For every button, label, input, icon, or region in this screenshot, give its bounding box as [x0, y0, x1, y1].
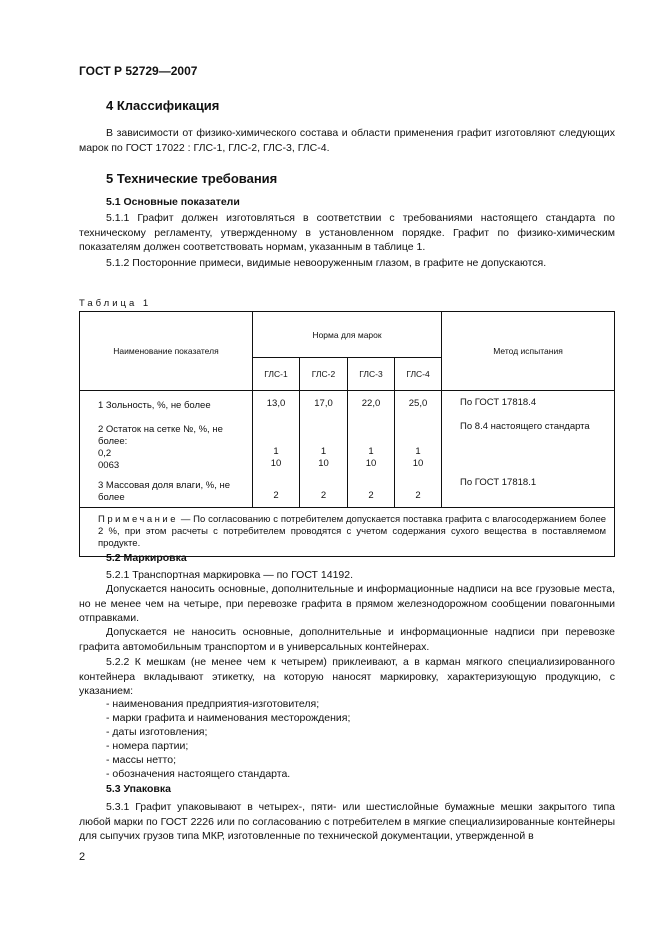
value-cell: 10 [318, 458, 329, 469]
value-cell: 22,0 [361, 398, 381, 409]
value-cell: 10 [412, 458, 424, 469]
header-grade: ГЛС-3 [348, 358, 395, 391]
value-cell: 17,0 [314, 398, 333, 409]
value-cell: 2 [415, 490, 421, 501]
value-cell: 10 [270, 458, 282, 469]
page-number: 2 [79, 851, 86, 863]
row-name: 1 Зольность, %, не более [98, 400, 211, 411]
table-1 [79, 311, 615, 557]
row-name: 2 Остаток на сетке №, %, не более: [98, 424, 223, 447]
section-5-3-title: 5.3 Упаковка [106, 783, 171, 795]
document-header: ГОСТ Р 52729—2007 [79, 64, 198, 78]
row-subname: 0,2 [98, 448, 112, 459]
value-cell: 2 [273, 490, 279, 501]
section-4-title: 4 Классификация [106, 98, 220, 113]
list-item: - обозначения настоящего стандарта. [106, 768, 291, 780]
method-cell: По 8.4 настоящего стандарта [460, 421, 590, 432]
section-5-1-title: 5.1 Основные показатели [106, 196, 240, 208]
list-item: - массы нетто; [106, 754, 176, 766]
section-4-text: В зависимости от физико-химического состава и области применения графит изготовляют следующих марок по ГОСТ 17022 : ГЛС-1, ГЛС-2, ГЛС-3, ГЛС-4. [79, 127, 615, 154]
paragraph-5-3-1: 5.3.1 Графит упаковывают в четырех-, пяти- или шестислойные бумажные мешки закрытого типа любой марки по ГОСТ 2226 или по согласованию с потребителем в мягкие специализированные контейнеры для сыпучих грузов типа МКР, изготовленные по технической документации, утвержденной в [79, 801, 615, 842]
value-cell: 1 [273, 446, 279, 457]
note-text: — По согласованию с потребителем допускается поставка графита с влагосодержанием более 2 %, при этом расчеты с потребителем проводятся с учетом содержания сухого вещества в поставляемом продукте. [98, 514, 607, 549]
note-label: Примечание [98, 514, 178, 525]
paragraph-5-2-1-b: Допускается не наносить основные, дополнительные и информационные надписи при перевозке графита автомобильным транспортом и в универсальных контейнерах. [79, 626, 615, 653]
paragraph-5-1-2: 5.1.2 Посторонние примеси, видимые невооруженным глазом, в графите не допускаются. [106, 257, 547, 269]
list-item: - номера партии; [106, 740, 189, 752]
list-item: - наименования предприятия-изготовителя; [106, 698, 320, 710]
paragraph-5-2-1: 5.2.1 Транспортная маркировка — по ГОСТ 14192. [106, 569, 354, 581]
paragraph-5-2-1-a: Допускается наносить основные, дополнительные и информационные надписи на все грузовые места, но не менее чем на четыре, при перевозке графита в прямом железнодорожном сообщении повагонными отправками. [79, 583, 615, 624]
paragraph-5-2-2: 5.2.2 К мешкам (не менее чем к четырем) приклеивают, а в карман мягкого специализированного контейнера вкладывают этикетку, на которую наносят маркировку, характеризующую продукцию, с указанием: [79, 656, 615, 697]
header-grade: ГЛС-1 [253, 358, 300, 391]
paragraph-5-1-1: 5.1.1 Графит должен изготовляться в соответствии с требованиями настоящего стандарта по техническому регламенту, утвержденному в установленном порядке. Графит по физико-химическим показателям должен соответствовать нормам, указанным в таблице 1. [79, 212, 615, 253]
section-5-2-title: 5.2 Маркировка [106, 552, 187, 564]
row-name: 3 Массовая доля влаги, %, не более [98, 480, 231, 503]
header-test-method: Метод испытания [442, 312, 615, 391]
value-cell: 2 [320, 490, 327, 501]
table-note [80, 508, 615, 557]
value-cell: 25,0 [408, 398, 428, 409]
value-cell: 1 [368, 446, 374, 457]
value-cell: 10 [365, 458, 377, 469]
method-cell: По ГОСТ 17818.4 [460, 397, 537, 408]
list-item: - марки графита и наименования месторождения; [106, 712, 351, 724]
header-grade: ГЛС-4 [395, 358, 442, 391]
method-cell: По ГОСТ 17818.1 [460, 477, 537, 488]
value-cell: 1 [320, 446, 327, 457]
value-cell: 13,0 [266, 398, 286, 409]
table-caption: Таблица 1 [79, 298, 152, 309]
row-subname: 0063 [98, 460, 120, 471]
header-grade-norm: Норма для марок [253, 312, 442, 358]
header-grade: ГЛС-2 [300, 358, 348, 391]
list-item: - даты изготовления; [106, 726, 208, 738]
value-cell: 1 [415, 446, 421, 457]
value-cell: 2 [368, 490, 374, 501]
section-5-title: 5 Технические требования [106, 171, 278, 186]
header-indicator-name: Наименование показателя [80, 312, 253, 391]
table-row [80, 391, 615, 508]
